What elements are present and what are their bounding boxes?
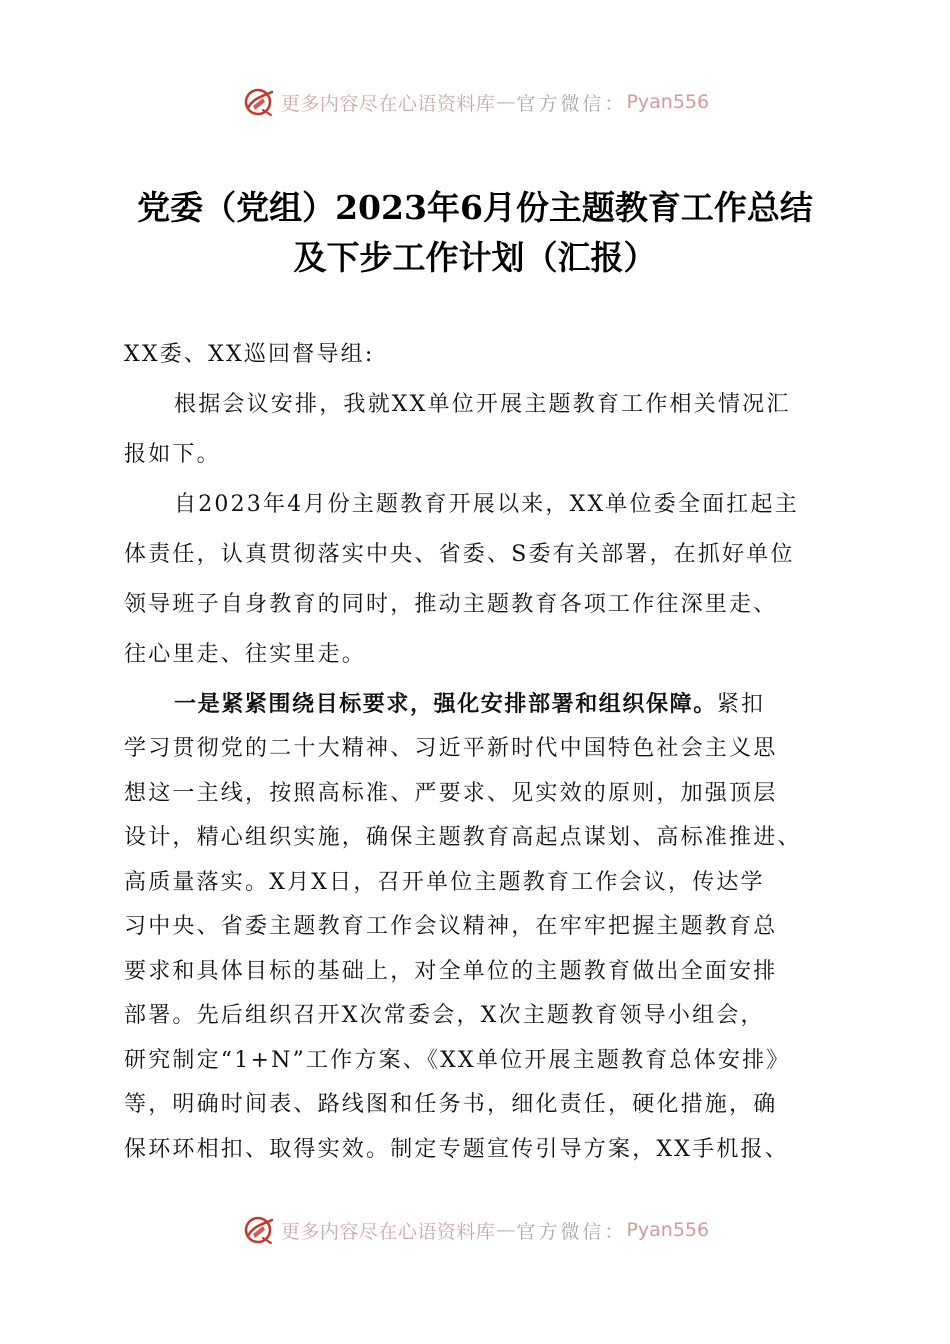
paragraph-line: 想这一主线，按照高标准、严要求、见实效的原则，加强顶层 [124, 781, 778, 806]
banner-official-label: 官方微信： [516, 1220, 627, 1243]
paragraph-line: 设计，精心组织实施，确保主题教育高起点谋划、高标准推进、 [124, 825, 802, 850]
document-title-line-1: 党委（党组）2023年6月份主题教育工作总结 [137, 188, 813, 227]
salutation: XX委、XX巡回督导组: [124, 342, 375, 367]
watermark-banner-top [0, 82, 950, 122]
document-title-line-2: 及下步工作计划（汇报） [293, 238, 657, 277]
paragraph-line: 体责任，认真贯彻落实中央、省委、S委有关部署，在抓好单位 [124, 542, 795, 567]
banner-text: 更多内容尽在心语资料库 [280, 92, 496, 115]
paragraph-line: 等，明确时间表、路线图和任务书，细化责任，硬化措施，确 [124, 1092, 778, 1117]
book-logo-icon [241, 84, 277, 120]
paragraph-line: 要求和具体目标的基础上，对全单位的主题教育做出全面安排 [124, 959, 778, 984]
book-logo-icon [241, 1212, 277, 1248]
paragraph-line: 部署。先后组织召开X次常委会，X次主题教育领导小组会， [124, 1003, 765, 1028]
banner-wechat-id: Pyan556 [626, 1219, 710, 1241]
paragraph-line-with-heading [124, 690, 839, 720]
bold-heading: 一是紧紧围绕目标要求，强化安排部署和组织保障。 [174, 692, 717, 717]
paragraph-line: 报如下。 [124, 442, 221, 467]
paragraph-line: 保环环相扣、取得实效。制定专题宣传引导方案，XX手机报、 [124, 1137, 789, 1162]
watermark-banner-bottom [0, 1210, 950, 1250]
banner-text: 更多内容尽在心语资料库 [280, 1220, 496, 1243]
paragraph-line: 领导班子自身教育的同时，推动主题教育各项工作往深里走、 [124, 592, 778, 617]
paragraph-line: 高质量落实。X月X日，召开单位主题教育工作会议，传达学 [124, 870, 765, 895]
paragraph-tail: 紧扣 [716, 692, 766, 717]
paragraph-line: 自2023年4月份主题教育开展以来，XX单位委全面扛起主 [174, 492, 799, 517]
paragraph-line: 学习贯彻党的二十大精神、习近平新时代中国特色社会主义思 [124, 736, 778, 761]
paragraph-line: 习中央、省委主题教育工作会议精神，在牢牢把握主题教育总 [124, 914, 778, 939]
paragraph-line: 往心里走、往实里走。 [124, 642, 367, 667]
banner-dash: — [496, 1219, 516, 1241]
paragraph-line: 研究制定“1+N”工作方案、《XX单位开展主题教育总体安排》 [124, 1048, 791, 1073]
banner-official-label: 官方微信： [516, 92, 627, 115]
banner-dash: — [496, 91, 516, 113]
banner-wechat-id: Pyan556 [626, 91, 710, 113]
paragraph-line: 根据会议安排，我就XX单位开展主题教育工作相关情况汇 [174, 392, 791, 417]
